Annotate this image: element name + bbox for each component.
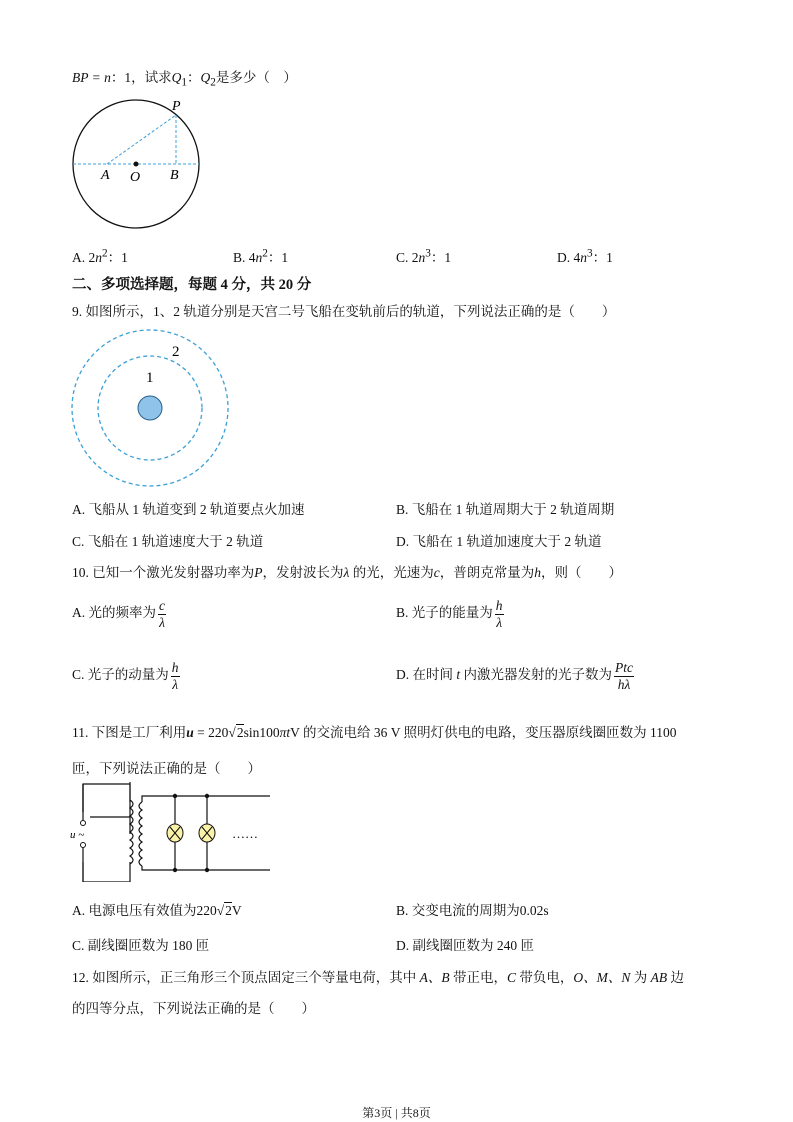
opt-label: C. 2: [396, 250, 419, 265]
q9-stem: 9. 如图所示，1、2 轨道分别是天宫二号飞船在变轨前后的轨道，下列说法正确的是（ ）: [72, 304, 616, 319]
formula-part: = 220: [193, 725, 229, 740]
orbit-2-label: 2: [172, 344, 180, 360]
q8-ratio: BP = n: [72, 70, 111, 85]
opt-text: B. 交变电流的周期为: [396, 903, 520, 918]
denominator: λ: [172, 676, 179, 692]
var-OMN: O、M、N: [573, 970, 631, 985]
q8-stem: [72, 66, 297, 89]
more-lamps-dots: ……: [232, 826, 258, 841]
formula-u: u: [186, 725, 194, 740]
opt-label: D. 4: [557, 250, 581, 265]
q8-option-d[interactable]: [557, 246, 613, 266]
source-label: u ~: [70, 829, 85, 841]
opt-text: B. 光子的能量为: [396, 605, 493, 621]
opt-text: C. 光子的动量为: [72, 667, 169, 683]
opt-exp: 2: [262, 247, 268, 260]
opt-var: n: [95, 250, 102, 265]
opt-tail: ：1: [592, 250, 613, 265]
opt-text: D. 在时间: [396, 667, 457, 683]
opt-value: 0.02s: [519, 903, 549, 918]
opt-exp: 3: [425, 247, 431, 260]
var-t: t: [456, 667, 461, 683]
label-P: P: [172, 99, 181, 114]
section-title: 二、多项选择题，每题 4 分，共 20 分: [72, 277, 312, 293]
q10-text: 的光，光速为: [349, 565, 434, 580]
opt-label: B. 4: [233, 250, 256, 265]
q11-text: 11. 下图是工厂利用: [72, 725, 187, 740]
section-heading: [72, 273, 311, 294]
q12-stem: [72, 966, 684, 986]
numerator: Ptc: [615, 660, 634, 675]
var-C: C: [507, 970, 517, 985]
page-footer: 第3页 | 共8页: [362, 1106, 431, 1120]
q11-transformer-circuit: [70, 782, 280, 882]
var-h: h: [534, 565, 541, 580]
opt-exp: 3: [587, 247, 593, 260]
opt-var: n: [580, 250, 587, 265]
q10-text: 10. 已知一个激光发射器功率为: [72, 565, 255, 580]
label-B: B: [170, 168, 179, 183]
q8-text: ：1，试求: [110, 70, 172, 85]
numerator: c: [159, 598, 165, 613]
formula-sqrt: 2: [236, 725, 244, 740]
q11-option-c[interactable]: C. 副线圈匝数为 180 匝: [72, 938, 210, 953]
opt-tail: ：1: [267, 250, 289, 265]
label-A: A: [101, 168, 110, 183]
opt-unit: V: [231, 903, 242, 918]
q12-text: 带负电，: [516, 970, 574, 985]
orbit-1-label: 1: [146, 370, 154, 386]
var-c: c: [433, 565, 440, 580]
q11-text: 的交流电给 36 V 照明灯供电的电路，变压器原线圈匝数为 1100: [299, 725, 677, 740]
q10-text: ，发射波长为: [262, 565, 344, 580]
fraction: [171, 660, 180, 692]
opt-tail: ：1: [430, 250, 452, 265]
fraction: [158, 598, 166, 630]
q12-text: 为: [630, 970, 651, 985]
colon: ：: [186, 70, 201, 85]
opt-tail: ：1: [107, 250, 128, 265]
q10-text: ，普朗克常量为: [439, 565, 535, 580]
q9-option-c[interactable]: C. 飞船在 1 轨道速度大于 2 轨道: [72, 534, 264, 549]
opt-text: 内激光器发射的光子数为: [460, 667, 613, 683]
q9-option-d[interactable]: D. 飞船在 1 轨道加速度大于 2 轨道: [396, 534, 602, 549]
var-P: P: [254, 565, 263, 580]
q1: Q: [171, 70, 182, 85]
fraction: [614, 660, 634, 692]
q8-option-c[interactable]: [396, 246, 451, 266]
opt-sqrt: 2: [225, 903, 232, 918]
denominator: λ: [159, 614, 165, 630]
q8-end: 是多少（ ）: [215, 70, 297, 85]
q11-stem-line2: 匝，下列说法正确的是（ ）: [72, 761, 261, 776]
fraction: [495, 598, 504, 630]
denominator: hλ: [617, 676, 631, 692]
q10-option-a[interactable]: [72, 598, 166, 630]
q11-stem: 11. 下图是工厂利用u = 220√2sin100πtV 的交流电给 36 V 照明灯供电的电路，变压器原线圈匝数为 1100: [72, 725, 677, 740]
q9-option-a[interactable]: A. 飞船从 1 轨道变到 2 轨道要点火加速: [72, 502, 305, 517]
q12-text: 12. 如图所示，正三角形三个顶点固定三个等量电荷，其中: [72, 970, 420, 985]
opt-label: A. 2: [72, 250, 96, 265]
q10-option-c[interactable]: [72, 660, 180, 692]
q8-option-a[interactable]: [72, 246, 128, 266]
formula-part: V: [290, 725, 300, 740]
var-lambda: λ: [343, 565, 350, 580]
q11-option-a[interactable]: A. 电源电压有效值为220√2V: [72, 903, 242, 918]
q11-option-b[interactable]: [396, 899, 549, 919]
q11-option-d[interactable]: D. 副线圈匝数为 240 匝: [396, 938, 534, 953]
opt-value: 220: [196, 903, 217, 918]
q2-sub: 2: [210, 76, 216, 89]
opt-var: n: [255, 250, 263, 265]
q12-text: 带正电，: [449, 970, 507, 985]
opt-text: A. 光的频率为: [72, 605, 156, 621]
denominator: λ: [496, 614, 503, 630]
numerator: h: [171, 660, 179, 675]
lamp-icon: [167, 824, 183, 842]
q9-orbit-figure: [70, 328, 235, 493]
opt-exp: 2: [102, 247, 108, 260]
opt-var: n: [418, 250, 426, 265]
q1-sub: 1: [181, 76, 187, 89]
q10-text: ，则（ ）: [540, 565, 622, 580]
q10-stem: [72, 561, 622, 581]
label-O: O: [130, 170, 141, 185]
q10-option-b[interactable]: [396, 598, 504, 630]
q8-option-b[interactable]: [233, 246, 288, 266]
q9-option-b[interactable]: B. 飞船在 1 轨道周期大于 2 轨道周期: [396, 502, 615, 517]
var-AB: AB: [650, 970, 668, 985]
q12-stem-line2: 的四等分点，下列说法正确的是（ ）: [72, 1001, 315, 1016]
formula-part: πt: [279, 725, 291, 740]
numerator: h: [495, 598, 503, 613]
var-AB: A、B: [419, 970, 450, 985]
q10-option-d[interactable]: [396, 660, 634, 692]
q2: Q: [200, 70, 211, 85]
lamp-icon: [199, 824, 215, 842]
opt-text: A. 电源电压有效值为: [72, 903, 197, 918]
formula-part: sin100: [243, 725, 280, 740]
q8-circle-figure: [66, 95, 211, 235]
q12-text: 边: [667, 970, 685, 985]
